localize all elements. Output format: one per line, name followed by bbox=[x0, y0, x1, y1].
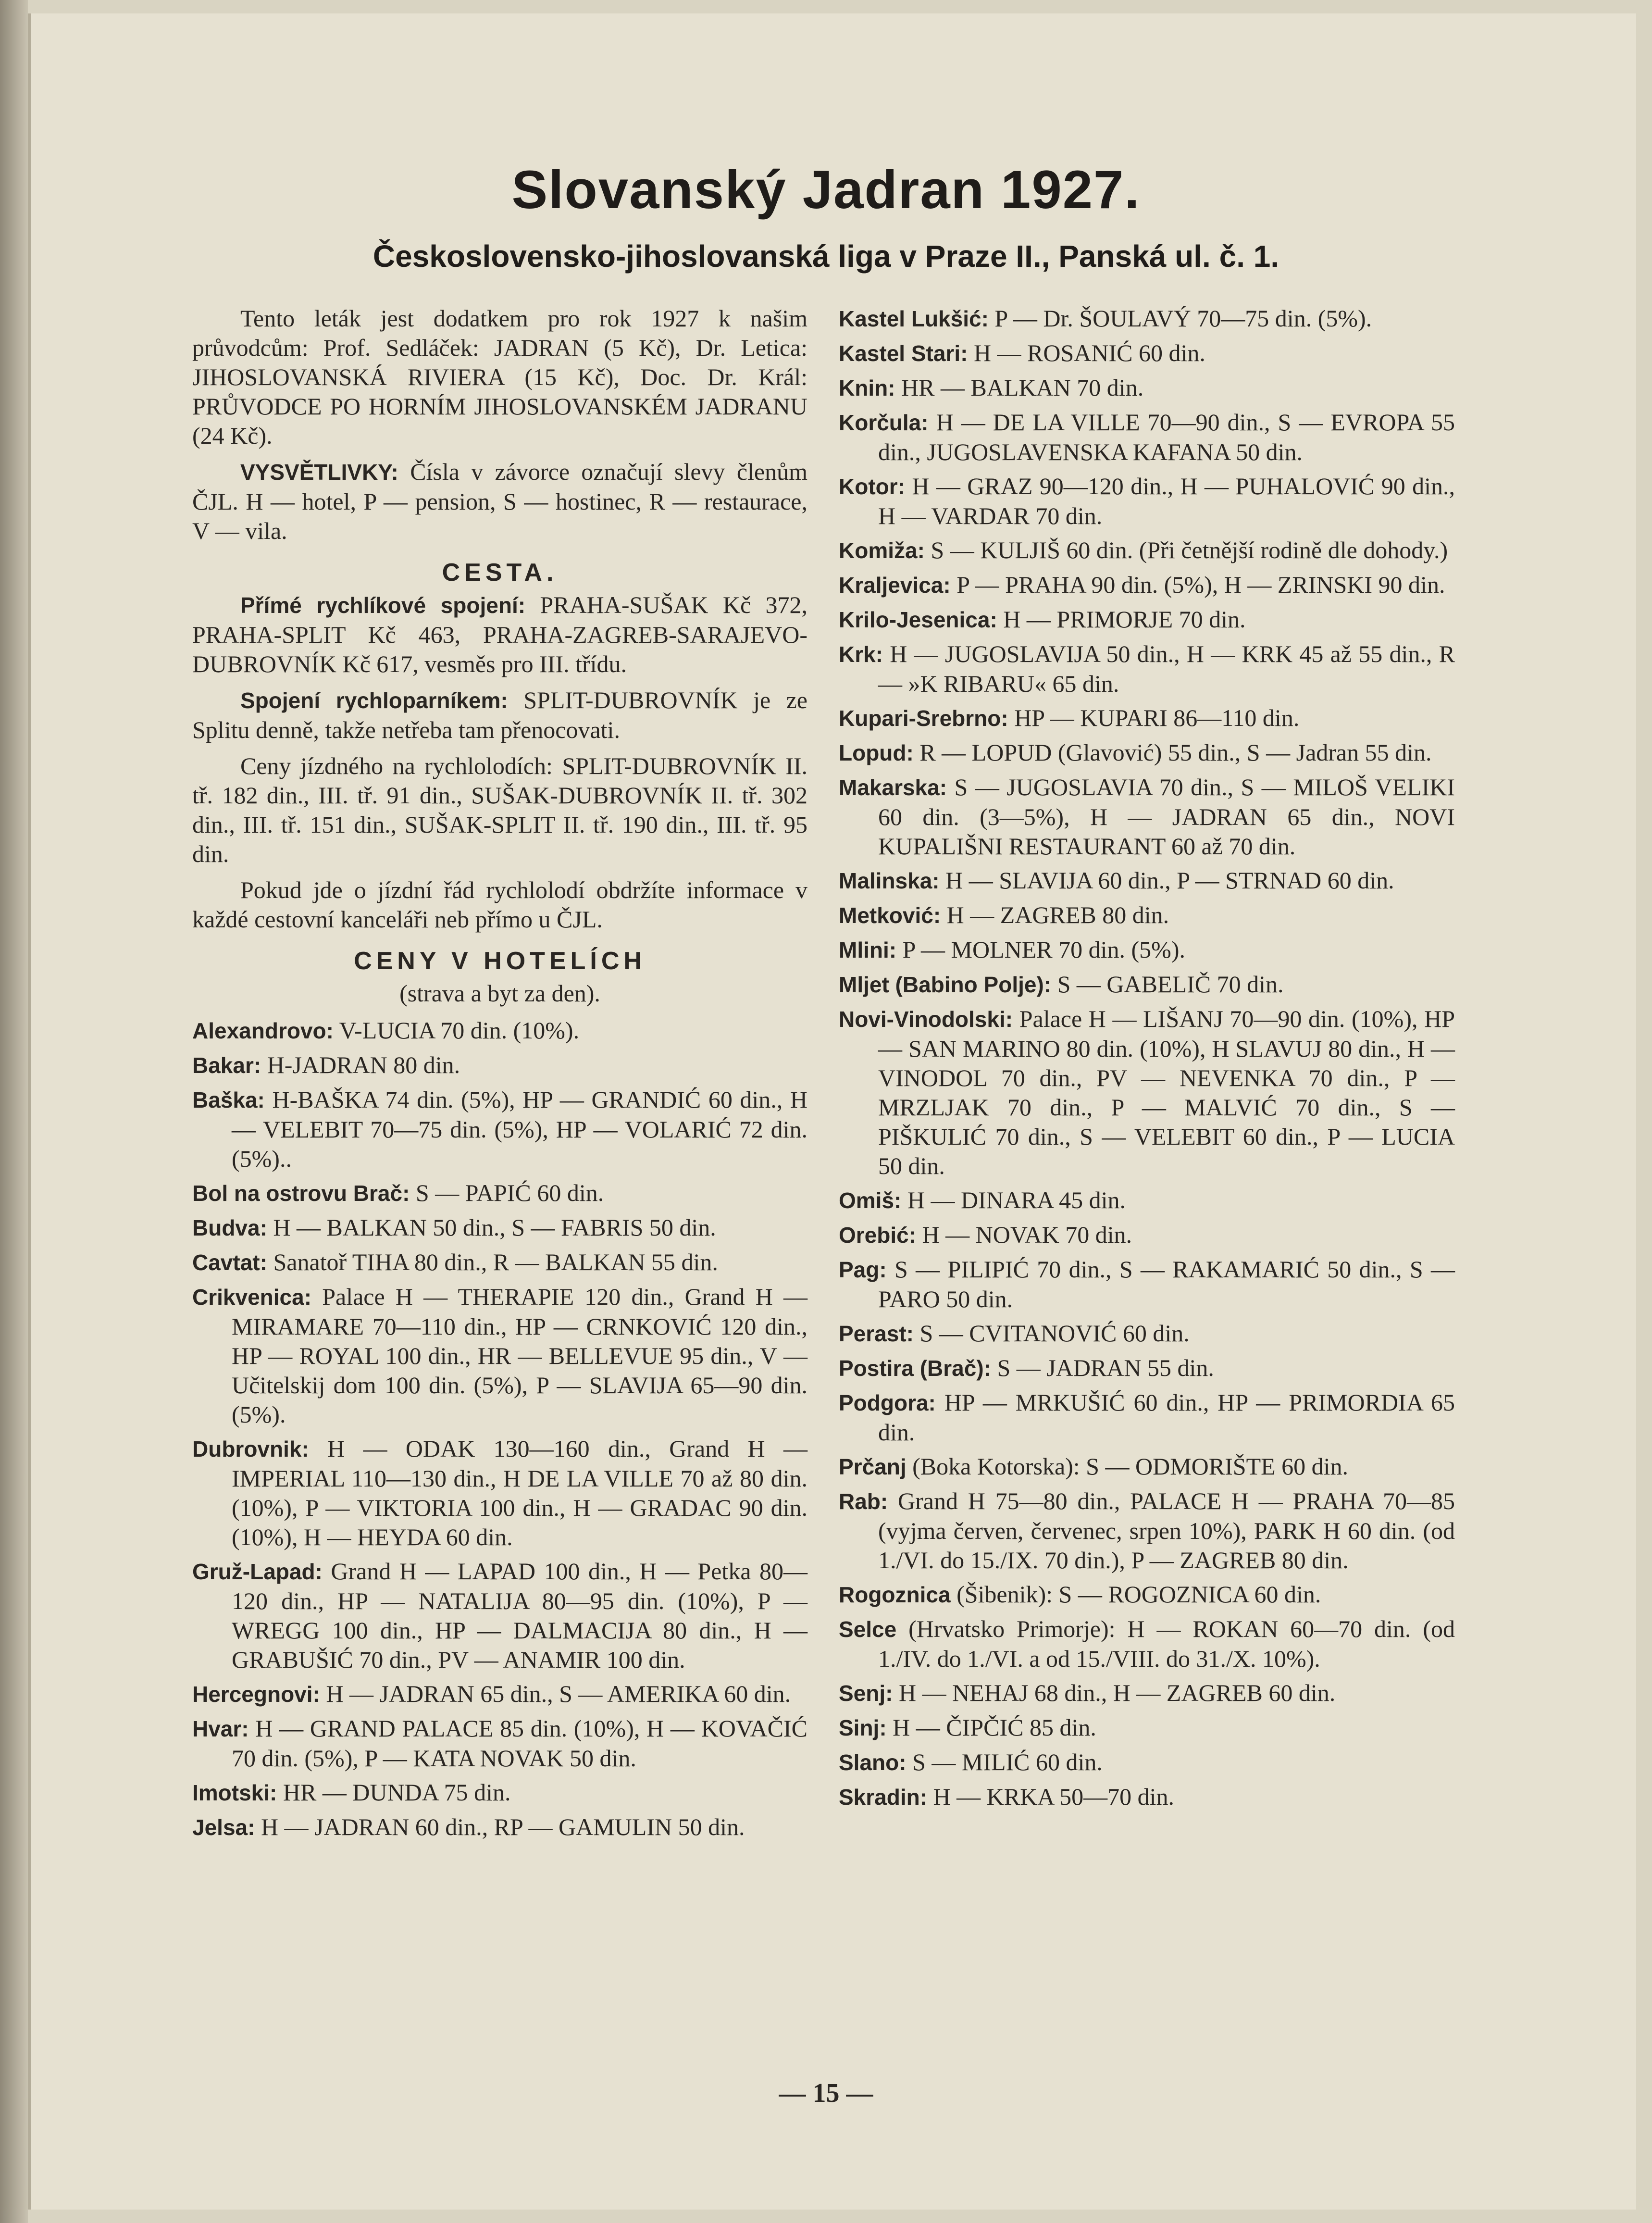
place-name: Postira (Brač): bbox=[839, 1356, 991, 1381]
hotel-list-left bbox=[192, 1016, 807, 1842]
hotel-listing: S — CVITANOVIĆ 60 din. bbox=[919, 1320, 1190, 1347]
hotel-listing: S — PILIPIĆ 70 din., S — RAKAMARIĆ 50 din., S — PARO 50 din. bbox=[878, 1256, 1455, 1312]
hotel-listing: P — PRAHA 90 din. (5%), H — ZRINSKI 90 din. bbox=[956, 571, 1445, 598]
hotel-entry bbox=[192, 1016, 807, 1046]
hotel-entry bbox=[839, 408, 1455, 467]
hotel-entry bbox=[839, 639, 1455, 699]
hotel-listing: Sanatoř TIHA 80 din., R — BALKAN 55 din. bbox=[273, 1249, 718, 1275]
steamer-text: SPLIT-DUBROVNÍK je ze Splitu denně, takže netřeba tam přenocovati. bbox=[192, 687, 807, 743]
hotel-listing: S — GABELIČ 70 din. bbox=[1057, 971, 1284, 998]
hotel-entry bbox=[839, 304, 1455, 334]
direct-connection-label: Přímé rychlíkové spojení: bbox=[240, 593, 526, 618]
legend-label: VYSVĚTLIVKY: bbox=[240, 460, 398, 485]
hotel-listing: S — JUGOSLAVIA 70 din., S — MILOŠ VELIKI 60 din. (3—5%), H — JADRAN 65 din., NOVI KUPALIŠNI RESTAURANT 60 až 70 din. bbox=[878, 774, 1455, 860]
place-name: Gruž-Lapad: bbox=[192, 1559, 323, 1584]
hotel-entry bbox=[839, 1452, 1455, 1482]
hotel-listing: H — ROSANIĆ 60 din. bbox=[973, 339, 1205, 366]
place-name: Crikvenica: bbox=[192, 1285, 312, 1310]
timetable-paragraph: Pokud jde o jízdní řád rychlolodí obdržíte informace v každé cestovní kanceláři neb přímo u ČJL. bbox=[192, 876, 807, 933]
place-name: Prčanj bbox=[839, 1454, 907, 1479]
hotel-listing: HP — MRKUŠIĆ 60 din., HP — PRIMORDIA 65 din. bbox=[878, 1389, 1455, 1446]
hotel-listing: H — DE LA VILLE 70—90 din., S — EVROPA 55 din., JUGOSLAVENSKA KAFANA 50 din. bbox=[878, 409, 1455, 465]
place-name: Krilo-Jesenica: bbox=[839, 607, 997, 632]
hotel-listing: H — NOVAK 70 din. bbox=[922, 1221, 1132, 1248]
hotel-entry bbox=[839, 1388, 1455, 1447]
place-name: Kastel Stari: bbox=[839, 341, 968, 366]
hotel-listing: H — DINARA 45 din. bbox=[907, 1186, 1126, 1213]
place-name: Bakar: bbox=[192, 1053, 261, 1078]
hotel-entry bbox=[839, 1782, 1455, 1812]
hotel-listing: S — MILIĆ 60 din. bbox=[912, 1748, 1103, 1775]
hotel-entry bbox=[192, 1248, 807, 1277]
hotel-entry bbox=[839, 1186, 1455, 1215]
hotel-listing: H — GRAZ 90—120 din., H — PUHALOVIĆ 90 din., H — VARDAR 70 din. bbox=[878, 473, 1455, 529]
hotel-listing: H-BAŠKA 74 din. (5%), HP — GRANDIĆ 60 din., H — VELEBIT 70—75 din. (5%), HP — VOLARIĆ 72 din. (5%).. bbox=[232, 1086, 808, 1172]
place-name: Slano: bbox=[839, 1750, 907, 1775]
direct-connection-text: PRAHA-SUŠAK Kč 372, PRAHA-SPLIT Kč 463, PRAHA-ZAGREB-SARAJEVO-DUBROVNÍK Kč 617, vesměs pro III. třídu. bbox=[192, 591, 807, 677]
hotel-entry bbox=[839, 605, 1455, 635]
hotel-entry bbox=[839, 1678, 1455, 1708]
place-name: Lopud: bbox=[839, 740, 914, 765]
legend-paragraph bbox=[192, 457, 807, 546]
hotel-entry bbox=[192, 1434, 807, 1552]
hotel-list-right bbox=[839, 304, 1455, 1812]
place-name: Rogoznica bbox=[839, 1582, 951, 1607]
hotel-listing: H — PRIMORJE 70 din. bbox=[1003, 606, 1246, 633]
hotel-listing: Grand H 75—80 din., PALACE H — PRAHA 70—85 (vyjma červen, červenec, srpen 10%), PARK H 60 din. (od 1./VI. do 15./IX. 70 din.), P — ZAGREB 80 din. bbox=[878, 1487, 1455, 1574]
place-name: Perast: bbox=[839, 1321, 914, 1346]
place-name: Skradin: bbox=[839, 1785, 928, 1810]
hotel-entry bbox=[192, 1557, 807, 1674]
place-name: Orebić: bbox=[839, 1223, 917, 1248]
hotel-listing: H — JADRAN 65 din., S — AMERIKA 60 din. bbox=[326, 1680, 791, 1707]
place-name: Alexandrovo: bbox=[192, 1018, 334, 1043]
hotel-entry bbox=[839, 1713, 1455, 1743]
place-name: Dubrovnik: bbox=[192, 1436, 309, 1461]
page-subtitle: Československo-jihoslovanská liga v Praze II., Panská ul. č. 1. bbox=[373, 239, 1279, 274]
hotel-listing: H — BALKAN 50 din., S — FABRIS 50 din. bbox=[273, 1214, 716, 1241]
hotel-entry bbox=[839, 970, 1455, 999]
hotel-entry bbox=[839, 1580, 1455, 1610]
place-name: Baška: bbox=[192, 1087, 265, 1112]
place-name: Pag: bbox=[839, 1257, 887, 1282]
hotel-entry bbox=[192, 1714, 807, 1773]
steamer-paragraph bbox=[192, 686, 807, 745]
hotel-listing: Palace H — LIŠANJ 70—90 din. (10%), HP — SAN MARINO 80 din. (10%), H SLAVUJ 80 din., H — VINODOL 70 din., PV — NEVENKA 70 din., P — MRZLJAK 70 din., P — MALVIĆ 70 din., S — PIŠKULIĆ 70 din., S — VELEBIT 60 din., P — LUCIA 50 din. bbox=[878, 1005, 1455, 1179]
hotel-entry bbox=[839, 1614, 1455, 1673]
hotel-listing: H — ODAK 130—160 din., Grand H — IMPERIAL 110—130 din., H DE LA VILLE 70 až 80 din. (10%), P — VIKTORIA 100 din., H — GRADAC 90 din. (10%), H — HEYDA 60 din. bbox=[232, 1435, 807, 1550]
hotel-entry bbox=[839, 338, 1455, 368]
place-name: Kastel Lukšić: bbox=[839, 306, 989, 331]
hotel-entry bbox=[839, 738, 1455, 768]
hotel-listing: H — ZAGREB 80 din. bbox=[946, 901, 1169, 928]
hotel-entry bbox=[192, 1282, 807, 1429]
place-name: Mljet (Babino Polje): bbox=[839, 972, 1052, 997]
place-name: Korčula: bbox=[839, 410, 929, 435]
place-name: Budva: bbox=[192, 1215, 267, 1240]
place-name: Hercegnovi: bbox=[192, 1682, 320, 1707]
hotel-entry bbox=[839, 472, 1455, 531]
place-name: Metković: bbox=[839, 903, 941, 928]
hotel-entry bbox=[192, 1213, 807, 1243]
left-column bbox=[192, 304, 807, 1847]
place-name: Sinj: bbox=[839, 1715, 887, 1740]
hotel-listing: H — SLAVIJA 60 din., P — STRNAD 60 din. bbox=[945, 867, 1394, 894]
hotel-entry bbox=[192, 1085, 807, 1174]
place-name: Novi-Vinodolski: bbox=[839, 1007, 1013, 1032]
hotel-listing: P — MOLNER 70 din. (5%). bbox=[902, 936, 1185, 963]
hotel-listing: H — ČIPČIĆ 85 din. bbox=[893, 1714, 1096, 1741]
hotel-listing: S — PAPIĆ 60 din. bbox=[415, 1179, 604, 1206]
place-name: Omiš: bbox=[839, 1188, 902, 1213]
place-name: Imotski: bbox=[192, 1780, 277, 1805]
hotel-listing: S — JADRAN 55 din. bbox=[997, 1354, 1214, 1381]
hotel-entry bbox=[192, 1178, 807, 1208]
hotel-listing: Grand H — LAPAD 100 din., H — Petka 80—120 din., HP — NATALIJA 80—95 din. (10%), P — WREGG 100 din., HP — DALMACIJA 80 din., H — GRABUŠIĆ 70 din., PV — ANAMIR 100 din. bbox=[232, 1558, 808, 1673]
place-name: Rab: bbox=[839, 1489, 888, 1514]
cesta-heading: CESTA. bbox=[442, 559, 558, 587]
place-name: Hvar: bbox=[192, 1716, 249, 1741]
place-name: Podgora: bbox=[839, 1390, 936, 1415]
hotel-entry bbox=[839, 1255, 1455, 1314]
hotel-listing: HR — DUNDA 75 din. bbox=[283, 1779, 511, 1806]
hotel-entry bbox=[839, 1004, 1455, 1181]
hotel-entry bbox=[192, 1812, 807, 1842]
hotel-entry bbox=[839, 1353, 1455, 1383]
place-name: Kotor: bbox=[839, 474, 905, 499]
page-title: Slovanský Jadran 1927. bbox=[511, 160, 1141, 220]
hotel-listing: H — NEHAJ 68 din., H — ZAGREB 60 din. bbox=[898, 1679, 1336, 1706]
hotel-listing: HR — BALKAN 70 din. bbox=[901, 374, 1144, 401]
hotel-listing: V-LUCIA 70 din. (10%). bbox=[339, 1017, 580, 1044]
place-name: Makarska: bbox=[839, 775, 947, 800]
place-name: Cavtat: bbox=[192, 1250, 267, 1275]
place-name: Kraljevica: bbox=[839, 573, 951, 598]
place-name: Malinska: bbox=[839, 868, 940, 893]
hotel-entry bbox=[839, 935, 1455, 965]
hotel-entry bbox=[839, 1748, 1455, 1777]
place-name: Jelsa: bbox=[192, 1815, 255, 1840]
hotel-entry bbox=[192, 1778, 807, 1808]
hotel-listing: H — JADRAN 60 din., RP — GAMULIN 50 din. bbox=[261, 1813, 745, 1840]
hotel-listing: P — Dr. ŠOULAVÝ 70—75 din. (5%). bbox=[994, 305, 1372, 332]
steamer-label: Spojení rychloparníkem: bbox=[240, 688, 508, 713]
hotel-entry bbox=[839, 536, 1455, 565]
hotel-entry bbox=[839, 773, 1455, 861]
hotel-entry bbox=[839, 703, 1455, 733]
hotel-listing: Palace H — THERAPIE 120 din., Grand H — MIRAMARE 70—110 din., HP — CRNKOVIĆ 120 din., HP — ROYAL 100 din., HR — BELLEVUE 95 din., V — Učitelskij dom 100 din. (5%), P — SLAVIJA 65—90 din. (5%). bbox=[232, 1283, 808, 1428]
hotel-listing: H — KRKA 50—70 din. bbox=[933, 1783, 1174, 1810]
page-number: — 15 — bbox=[779, 2078, 873, 2108]
hotel-listing: (Šibenik): S — ROGOZNICA 60 din. bbox=[956, 1581, 1321, 1608]
hotel-listing: R — LOPUD (Glavović) 55 din., S — Jadran 55 din. bbox=[919, 739, 1432, 766]
place-name: Kupari-Srebrno: bbox=[839, 706, 1008, 731]
hotel-listing: H — GRAND PALACE 85 din. (10%), H — KOVAČIĆ 70 din. (5%), P — KATA NOVAK 50 din. bbox=[232, 1715, 807, 1772]
place-name: Senj: bbox=[839, 1681, 893, 1706]
hotel-listing: HP — KUPARI 86—110 din. bbox=[1014, 704, 1300, 731]
hotel-entry bbox=[192, 1679, 807, 1709]
hotel-entry bbox=[839, 1486, 1455, 1575]
hotel-entry bbox=[839, 900, 1455, 930]
direct-connection-paragraph bbox=[192, 590, 807, 679]
hotel-entry bbox=[839, 1319, 1455, 1349]
hotel-listing: H-JADRAN 80 din. bbox=[267, 1051, 460, 1078]
hotel-listing: (Boka Kotorska): S — ODMORIŠTE 60 din. bbox=[912, 1453, 1349, 1480]
hotels-subheading: (strava a byt za den). bbox=[399, 980, 600, 1007]
right-column bbox=[839, 304, 1455, 1817]
hotel-entry bbox=[839, 570, 1455, 600]
place-name: Krk: bbox=[839, 642, 883, 667]
intro-paragraph: Tento leták jest dodatkem pro rok 1927 k našim průvodcům: Prof. Sedláček: JADRAN (5 Kč), Dr. Letica: JIHOSLOVANSKÁ RIVIERA (15 Kč), Doc. Dr. Král: PRŮVODCE PO HORNÍM JIHOSLOVANSKÉM JADRANU (24 Kč). bbox=[192, 305, 807, 449]
hotel-listing: S — KULJIŠ 60 din. (Při četnější rodině dle dohody.) bbox=[931, 537, 1448, 563]
book-binding-edge bbox=[0, 0, 28, 2223]
hotel-entry bbox=[839, 866, 1455, 896]
place-name: Selce bbox=[839, 1617, 897, 1642]
place-name: Knin: bbox=[839, 375, 895, 400]
legend-text: Čísla v závorce označují slevy členům ČJL. H — hotel, P — pension, S — hostinec, R — restaurace, V — vila. bbox=[192, 458, 807, 544]
hotel-entry bbox=[192, 1050, 807, 1080]
hotels-heading: CENY V HOTELÍCH bbox=[354, 947, 646, 975]
hotel-entry bbox=[839, 373, 1455, 403]
hotel-listing: (Hrvatsko Primorje): H — ROKAN 60—70 din. (od 1./IV. do 1./VI. a od 15./VIII. do 31./X. 10%). bbox=[878, 1615, 1455, 1672]
hotel-listing: H — JUGOSLAVIJA 50 din., H — KRK 45 až 55 din., R — »K RIBARU« 65 din. bbox=[878, 640, 1455, 697]
place-name: Komiža: bbox=[839, 538, 925, 563]
hotel-entry bbox=[839, 1220, 1455, 1250]
place-name: Mlini: bbox=[839, 937, 897, 962]
fares-paragraph: Ceny jízdného na rychlolodích: SPLIT-DUBROVNÍK II. tř. 182 din., III. tř. 91 din., SUŠAK-DUBROVNÍK II. tř. 302 din., III. tř. 151 din., SUŠAK-SPLIT II. tř. 190 din., III. tř. 95 din. bbox=[192, 752, 807, 867]
place-name: Bol na ostrovu Brač: bbox=[192, 1181, 410, 1206]
